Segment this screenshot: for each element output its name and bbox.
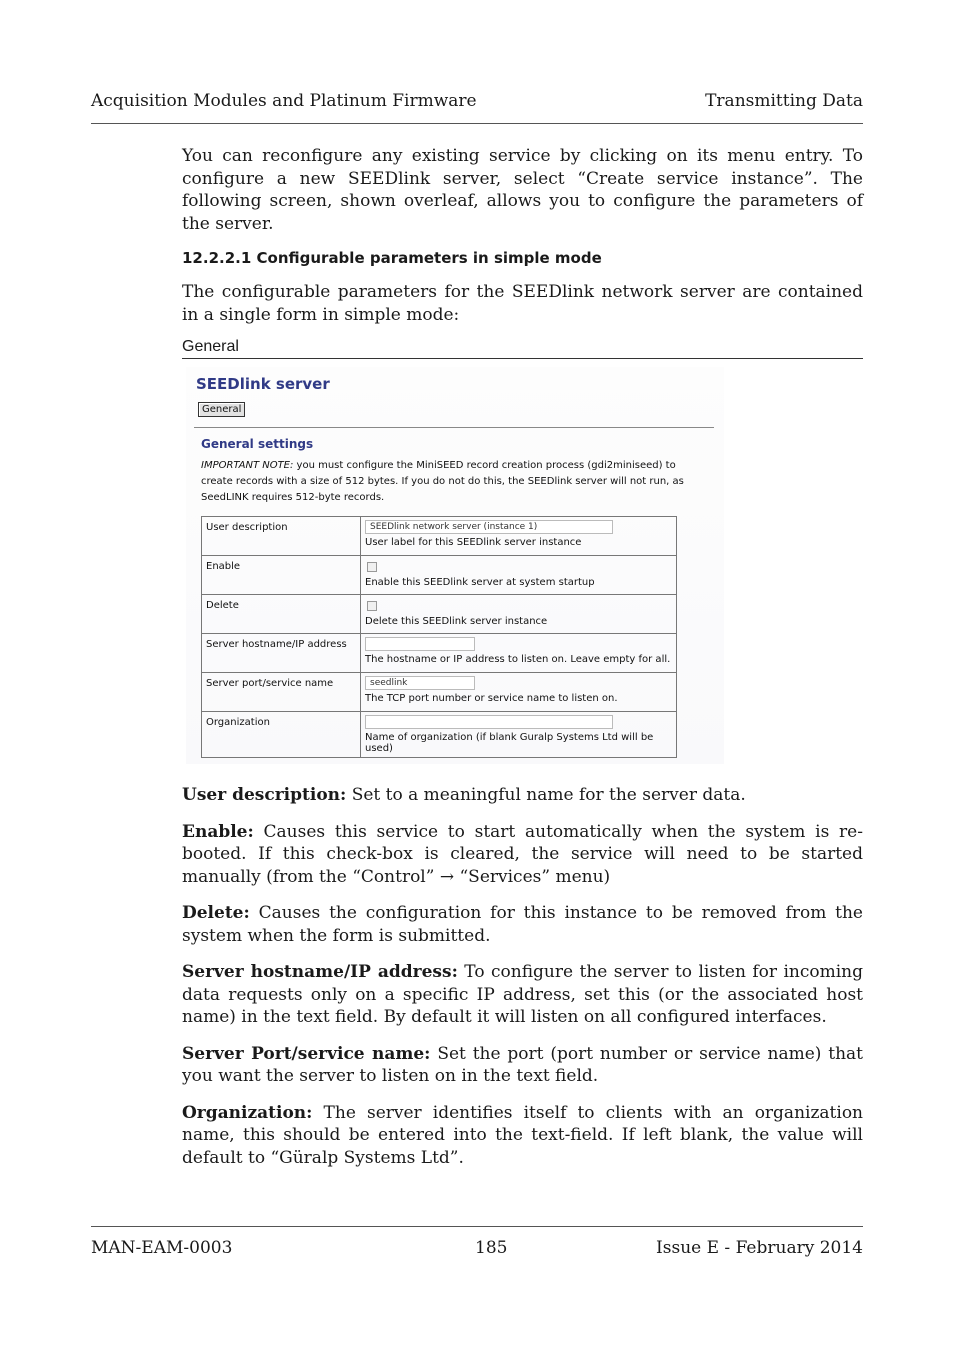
description-paragraph <box>182 1102 863 1170</box>
section-number: 12.2.2.1 <box>182 249 252 267</box>
row-label: Enable <box>202 556 361 595</box>
settings-table <box>201 516 677 758</box>
row-help: User label for this SEEDlink server instance <box>365 537 582 548</box>
organization-input[interactable] <box>365 715 613 729</box>
footer-document-id: MAN-EAM-0003 <box>91 1238 233 1258</box>
page-number: 185 <box>475 1238 508 1258</box>
description-paragraph <box>182 1043 863 1088</box>
table-row <box>202 673 677 712</box>
page-footer <box>91 1226 863 1258</box>
description-text: The server identifies itself to clients with an organization name, this should be entered into the text-field. If left blank, the value will default to “Güralp Systems Ltd”. <box>182 1102 863 1168</box>
row-help: Delete this SEEDlink server instance <box>365 616 548 627</box>
description-text: Set the port (port number or service name) that you want the server to listen on in the text field. <box>182 1043 864 1086</box>
enable-checkbox[interactable] <box>367 562 377 572</box>
description-paragraph <box>182 961 863 1029</box>
intro-paragraph: You can reconfigure any existing service by clicking on its menu entry. To configure a new SEEDlink server, select “Create service instance”. The following screen, shown overleaf, allows you to configure the parameters of the server. <box>182 146 863 234</box>
figure-caption: General <box>182 338 863 359</box>
table-row <box>202 556 677 595</box>
description-term: Server hostname/IP address: <box>182 962 458 982</box>
description-text: Set to a meaningful name for the server data. <box>346 785 746 805</box>
row-label: Delete <box>202 595 361 634</box>
screenshot-title: SEEDlink server <box>196 375 330 393</box>
row-label: User description <box>202 517 361 556</box>
row-help: The hostname or IP address to listen on. Leave empty for all. <box>365 654 671 665</box>
table-row <box>202 634 677 673</box>
general-settings-heading: General settings <box>201 437 314 451</box>
row-label: Server hostname/IP address <box>202 634 361 673</box>
important-note <box>186 451 724 506</box>
footer-issue: Issue E - February 2014 <box>656 1238 863 1258</box>
row-label: Server port/service name <box>202 673 361 712</box>
description-paragraph <box>182 784 863 807</box>
section-heading <box>182 249 863 267</box>
row-help: Name of organization (if blank Guralp Systems Ltd will be used) <box>365 732 654 754</box>
row-help: The TCP port number or service name to listen on. <box>365 693 618 704</box>
description-term: Enable: <box>182 821 254 842</box>
description-term: Delete: <box>182 903 250 923</box>
description-term: User description: <box>182 785 347 805</box>
description-term: Organization: <box>182 1102 313 1123</box>
spacer <box>182 764 863 784</box>
description-paragraph <box>182 902 863 947</box>
important-note-label: IMPORTANT NOTE: <box>201 460 294 471</box>
section-title: Configurable parameters in simple mode <box>256 249 602 267</box>
description-text: Causes this service to start automatically when the system is re-booted. If this check-box is cleared, the service will need to be started manually (from the “Control” → “Services” menu) <box>182 821 863 887</box>
description-paragraph <box>182 821 863 889</box>
header-document-title: Acquisition Modules and Platinum Firmware <box>91 91 477 111</box>
delete-checkbox[interactable] <box>367 601 377 611</box>
description-text: To configure the server to listen for incoming data requests only on a specific IP address, set this (or the associated host name) in the text field. By default it will listen on all configured interfaces. <box>182 962 863 1027</box>
port-input[interactable]: seedlink <box>365 676 475 690</box>
section-intro-paragraph: The configurable parameters for the SEEDlink network server are contained in a single form in simple mode: <box>182 282 863 325</box>
row-help: Enable this SEEDlink server at system startup <box>365 577 595 588</box>
description-text: Causes the configuration for this instance to be removed from the system when the form is submitted. <box>182 903 863 946</box>
row-label: Organization <box>202 712 361 758</box>
general-tab-button[interactable]: General <box>198 402 245 417</box>
table-row <box>202 595 677 634</box>
page-header <box>91 90 863 124</box>
hostname-input[interactable] <box>365 637 475 651</box>
seedlink-form-screenshot <box>186 367 724 764</box>
table-row <box>202 712 677 758</box>
important-note-text: you must configure the MiniSEED record creation process (gdi2miniseed) to create records with a size of 512 bytes. If you do not do this, the SEEDlink server will not run, as SeedLINK requires 512-byte records. <box>201 460 684 503</box>
user-description-input[interactable]: SEEDlink network server (instance 1) <box>365 520 613 534</box>
header-chapter-title: Transmitting Data <box>705 91 863 111</box>
page-content <box>182 145 863 1183</box>
table-row <box>202 517 677 556</box>
description-term: Server Port/service name: <box>182 1043 431 1064</box>
